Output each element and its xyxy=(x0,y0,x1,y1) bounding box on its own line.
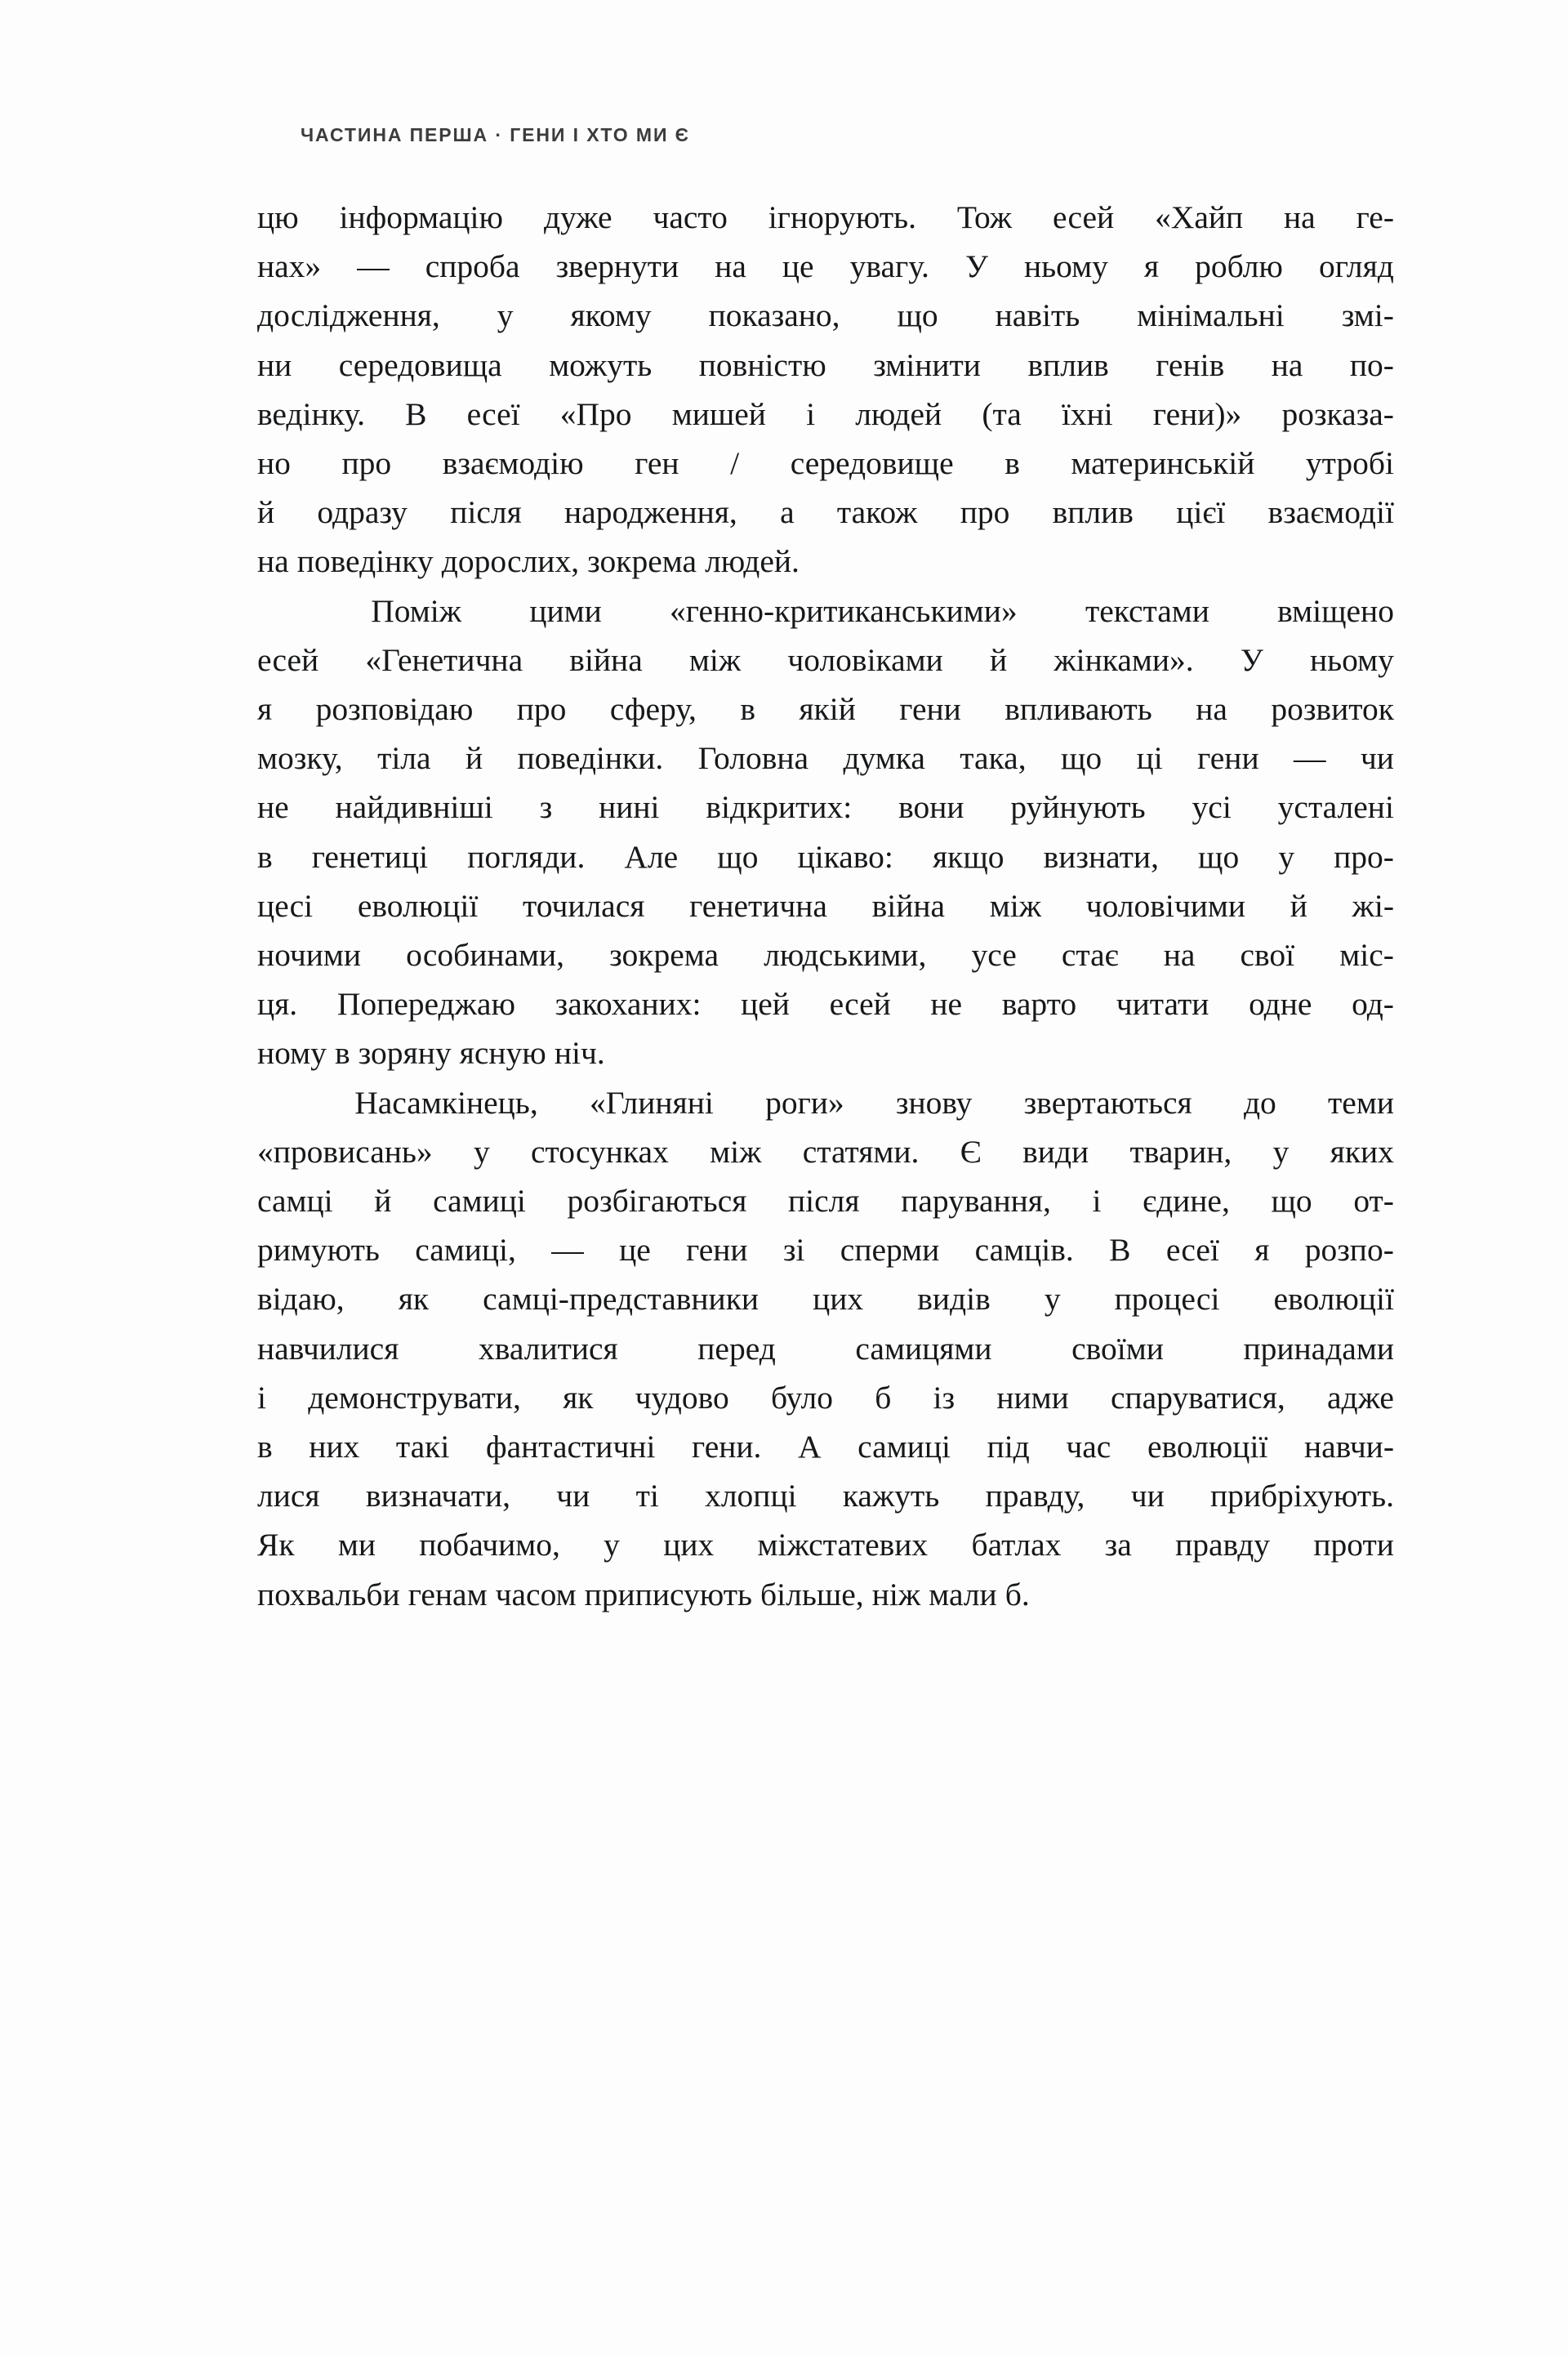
paragraph-2 xyxy=(257,587,1394,1078)
word: цю xyxy=(257,199,299,235)
text-line xyxy=(257,390,1394,439)
word: Тож xyxy=(956,199,1013,235)
text-line xyxy=(257,1324,1394,1373)
word: самицями xyxy=(855,1330,992,1367)
word: римують xyxy=(257,1232,380,1269)
word: гени. xyxy=(692,1429,762,1465)
text-line xyxy=(257,1078,1394,1127)
word: материнській xyxy=(1071,445,1255,482)
word: на xyxy=(1163,937,1196,974)
word: розпо- xyxy=(1304,1232,1394,1269)
word: що xyxy=(1271,1183,1312,1220)
word: вони xyxy=(898,789,964,826)
word: розбігаються xyxy=(567,1183,747,1220)
text-line xyxy=(257,1471,1394,1520)
word: читати xyxy=(1116,986,1209,1023)
word: це xyxy=(782,248,814,285)
word: у xyxy=(1044,1281,1061,1318)
word: ньому xyxy=(1309,641,1394,678)
word: про xyxy=(960,494,1010,531)
text-line xyxy=(257,341,1394,390)
word: єдине, xyxy=(1143,1183,1230,1220)
word: демонструвати, xyxy=(308,1379,521,1416)
word: стає xyxy=(1061,937,1119,974)
word: в xyxy=(257,1429,273,1465)
word: есеї xyxy=(466,395,520,432)
word: теми xyxy=(1328,1084,1394,1121)
word: навіть xyxy=(995,297,1080,334)
word: мозку, xyxy=(257,740,343,777)
word: цікаво: xyxy=(797,838,893,875)
word: погляди. xyxy=(467,838,586,875)
word: такі xyxy=(395,1429,450,1465)
word: Головна xyxy=(697,740,809,777)
word: одне xyxy=(1249,986,1312,1023)
text-line xyxy=(257,242,1394,291)
running-header-text: ЧАСТИНА ПЕРША · ГЕНИ І ХТО МИ Є xyxy=(301,124,690,145)
word: гени xyxy=(686,1232,748,1269)
word: ведінку. xyxy=(257,395,365,432)
word: міжстатевих xyxy=(757,1527,929,1563)
word: якому xyxy=(570,297,652,334)
word: між xyxy=(710,1133,762,1170)
word: тварин, xyxy=(1129,1133,1232,1170)
word: це xyxy=(619,1232,651,1269)
text-line xyxy=(257,685,1394,734)
word: народження, xyxy=(564,494,737,531)
text-line: на поведінку дорослих, зокрема людей. xyxy=(257,543,800,580)
word: от- xyxy=(1353,1183,1394,1220)
word: на xyxy=(1196,691,1227,728)
word: людськими, xyxy=(764,937,927,974)
word: з xyxy=(539,789,553,826)
word: варто xyxy=(1001,986,1077,1023)
word: й xyxy=(1290,887,1307,924)
word: текстами xyxy=(1085,592,1209,629)
word: війна xyxy=(569,641,643,678)
word: генів xyxy=(1156,346,1225,383)
word: цей xyxy=(741,986,790,1023)
word: у xyxy=(497,297,514,334)
word: дуже xyxy=(543,199,612,235)
word: жі- xyxy=(1352,887,1394,924)
word: цих xyxy=(663,1527,715,1563)
word: на xyxy=(715,248,746,285)
word: у xyxy=(1272,1133,1290,1170)
word: спроба xyxy=(425,248,520,285)
word: про xyxy=(516,691,567,728)
word: хвалитися xyxy=(478,1330,618,1367)
word: на xyxy=(1284,199,1316,235)
word: огляд xyxy=(1318,248,1394,285)
word: й xyxy=(257,494,275,531)
word: есей xyxy=(829,986,891,1023)
paragraph-1 xyxy=(257,193,1394,587)
word: процесі xyxy=(1114,1281,1220,1318)
word: зі xyxy=(782,1232,805,1269)
word: людей xyxy=(855,395,942,432)
word: впливають xyxy=(1004,691,1152,728)
word: взаємодію xyxy=(442,445,584,482)
word: фантастичні xyxy=(485,1429,656,1465)
word: цієї xyxy=(1176,494,1226,531)
word: чоловічими xyxy=(1085,887,1246,924)
word: чи xyxy=(1360,740,1394,777)
word: я xyxy=(257,691,273,728)
word: цими xyxy=(529,592,602,629)
word: «Глиняні xyxy=(589,1084,714,1121)
word: й xyxy=(465,740,483,777)
word: поведінки. xyxy=(517,740,664,777)
word: на xyxy=(1271,346,1303,383)
word: самиці xyxy=(858,1429,951,1465)
text-line xyxy=(257,881,1394,930)
text-line xyxy=(257,734,1394,783)
word: вплив xyxy=(1027,346,1109,383)
word: розвиток xyxy=(1271,691,1394,728)
text-line xyxy=(257,1520,1394,1569)
text-line xyxy=(257,783,1394,832)
word: точилася xyxy=(523,887,645,924)
word: мишей xyxy=(671,395,766,432)
word: відкритих: xyxy=(706,789,853,826)
word: — xyxy=(551,1232,584,1269)
word: своїми xyxy=(1071,1330,1164,1367)
word: середовища xyxy=(338,346,502,383)
word: побачимо, xyxy=(419,1527,560,1563)
text-line xyxy=(257,291,1394,340)
word: у xyxy=(473,1133,490,1170)
word: самці-представники xyxy=(483,1281,760,1318)
word: ген xyxy=(635,445,679,482)
word: у xyxy=(604,1527,620,1563)
word: яких xyxy=(1330,1133,1394,1170)
word: середовище xyxy=(790,445,954,482)
word: думка xyxy=(843,740,925,777)
text-line xyxy=(257,1274,1394,1323)
word: час xyxy=(1066,1429,1111,1465)
running-header xyxy=(301,124,690,146)
word: найдивніші xyxy=(335,789,493,826)
word: гени)» xyxy=(1152,395,1242,432)
word: тіла xyxy=(377,740,431,777)
word: й xyxy=(374,1183,392,1220)
word: було xyxy=(770,1379,834,1416)
word: — xyxy=(357,248,390,285)
text-line xyxy=(257,193,1394,242)
word: міс- xyxy=(1339,937,1394,974)
word: ни xyxy=(257,346,292,383)
word: — xyxy=(1294,740,1326,777)
word: Є xyxy=(960,1133,982,1170)
word: про- xyxy=(1334,838,1394,875)
word: повністю xyxy=(698,346,826,383)
word: лися xyxy=(257,1478,320,1514)
word: гени xyxy=(1197,740,1259,777)
word: визначати, xyxy=(365,1478,510,1514)
word: я xyxy=(1254,1232,1270,1269)
word: них xyxy=(309,1429,360,1465)
word: показано, xyxy=(708,297,840,334)
text-line xyxy=(257,587,1394,636)
word: в xyxy=(1004,445,1020,482)
text-line xyxy=(257,832,1394,881)
word: сперми xyxy=(840,1232,940,1269)
word: еволюції xyxy=(1273,1281,1394,1318)
paragraph-indent xyxy=(257,1078,303,1127)
word: відаю, xyxy=(257,1281,345,1318)
word: між xyxy=(989,887,1042,924)
word: навчи- xyxy=(1304,1429,1394,1465)
word: стосунках xyxy=(531,1133,669,1170)
word: самиці, xyxy=(415,1232,516,1269)
word: усе xyxy=(971,937,1017,974)
word: «Про xyxy=(559,395,632,432)
word: утробі xyxy=(1305,445,1394,482)
word: нах» xyxy=(257,248,322,285)
word: ночими xyxy=(257,937,362,974)
word: під xyxy=(987,1429,1030,1465)
text-line: ному в зоряну ясную ніч. xyxy=(257,1035,605,1072)
text-line xyxy=(257,488,1394,537)
word: часто xyxy=(653,199,728,235)
word: самиці xyxy=(433,1183,526,1220)
word: еволюції xyxy=(357,887,479,924)
word: не xyxy=(257,789,289,826)
word: по- xyxy=(1349,346,1394,383)
word: розповідаю xyxy=(315,691,474,728)
word: особинами, xyxy=(406,937,565,974)
word: У xyxy=(964,248,988,285)
word: звертаються xyxy=(1023,1084,1192,1121)
word: од- xyxy=(1352,986,1394,1023)
paragraph-indent xyxy=(257,587,303,636)
word: «Хайп xyxy=(1155,199,1244,235)
word: ті xyxy=(635,1478,659,1514)
word: есей xyxy=(1052,199,1115,235)
word: генетиці xyxy=(311,838,429,875)
word: ге- xyxy=(1356,199,1394,235)
word: правду, xyxy=(985,1478,1085,1514)
word: навчилися xyxy=(257,1330,399,1367)
word: Попереджаю xyxy=(336,986,515,1023)
word: Як xyxy=(257,1527,295,1563)
word: самці xyxy=(257,1183,333,1220)
paragraph-3 xyxy=(257,1078,1394,1619)
word: в xyxy=(257,838,273,875)
word: но xyxy=(257,445,291,482)
word: інформацію xyxy=(339,199,504,235)
word: увагу. xyxy=(849,248,929,285)
word: що xyxy=(717,838,759,875)
word: хлопці xyxy=(705,1478,797,1514)
word: нині xyxy=(599,789,660,826)
word: видів xyxy=(917,1281,991,1318)
word: цесі xyxy=(257,887,314,924)
word: що xyxy=(897,297,938,334)
word: змі- xyxy=(1341,297,1394,334)
word: ми xyxy=(337,1527,376,1563)
word: У xyxy=(1240,641,1263,678)
word: адже xyxy=(1326,1379,1394,1416)
word: чоловіками xyxy=(787,641,943,678)
word: одразу xyxy=(317,494,408,531)
word: не xyxy=(930,986,963,1023)
word: статями. xyxy=(802,1133,920,1170)
word: після xyxy=(450,494,522,531)
text-line xyxy=(257,1225,1394,1274)
word: самців. xyxy=(974,1232,1074,1269)
word: дослідження, xyxy=(257,297,440,334)
word: взаємодії xyxy=(1267,494,1394,531)
word: в xyxy=(740,691,755,728)
word: чи xyxy=(556,1478,590,1514)
body-text-block xyxy=(257,193,1394,1619)
word: усталені xyxy=(1277,789,1394,826)
word: Поміж xyxy=(371,592,462,629)
word: прибріхують. xyxy=(1210,1478,1394,1514)
word: сферу, xyxy=(609,691,697,728)
word: і xyxy=(257,1379,266,1416)
word: роблю xyxy=(1195,248,1283,285)
word: проти xyxy=(1313,1527,1394,1563)
word: із xyxy=(933,1379,956,1416)
word: що xyxy=(1198,838,1240,875)
word: / xyxy=(730,445,740,482)
word: генетична xyxy=(689,887,827,924)
word: б xyxy=(875,1379,892,1416)
word: вміщено xyxy=(1277,592,1394,629)
word: можуть xyxy=(549,346,653,383)
word: «провисань» xyxy=(257,1133,433,1170)
text-line xyxy=(257,930,1394,979)
word: визнати, xyxy=(1043,838,1159,875)
word: усі xyxy=(1192,789,1232,826)
word: Насамкінець, xyxy=(354,1084,538,1121)
word: вплив xyxy=(1052,494,1134,531)
word: також xyxy=(836,494,918,531)
word: мінімальні xyxy=(1137,297,1285,334)
word: закоханих: xyxy=(555,986,702,1023)
word: В xyxy=(1109,1232,1131,1269)
word: розказа- xyxy=(1281,395,1394,432)
text-line xyxy=(257,439,1394,488)
word: ньому xyxy=(1023,248,1108,285)
word: і xyxy=(1092,1183,1102,1220)
word: свої xyxy=(1240,937,1295,974)
text-line xyxy=(257,1176,1394,1225)
word: цих xyxy=(813,1281,864,1318)
word: перед xyxy=(697,1330,776,1367)
word: після xyxy=(788,1183,860,1220)
word: роги» xyxy=(765,1084,844,1121)
text-line xyxy=(257,1422,1394,1471)
word: «генно-критиканськими» xyxy=(670,592,1018,629)
word: ігнорують. xyxy=(768,199,916,235)
word: Але xyxy=(624,838,679,875)
word: «Генетична xyxy=(365,641,523,678)
word: гени xyxy=(899,691,961,728)
text-line xyxy=(257,1373,1394,1422)
word: між xyxy=(688,641,742,678)
text-line xyxy=(257,636,1394,685)
word: що xyxy=(1060,740,1102,777)
word: знову xyxy=(895,1084,973,1121)
word: така, xyxy=(960,740,1027,777)
text-line: похвальби генам часом приписують більше, ніж мали б. xyxy=(257,1576,1030,1612)
word: я xyxy=(1143,248,1160,285)
word: ця. xyxy=(257,986,298,1023)
word: батлах xyxy=(971,1527,1062,1563)
word: й xyxy=(990,641,1008,678)
word: жінками». xyxy=(1054,641,1194,678)
word: види xyxy=(1022,1133,1089,1170)
word: за xyxy=(1104,1527,1132,1563)
word: війна xyxy=(871,887,946,924)
word: про xyxy=(341,445,392,482)
word: якщо xyxy=(933,838,1004,875)
word: до xyxy=(1243,1084,1276,1121)
word: (та xyxy=(982,395,1022,432)
word: як xyxy=(563,1379,594,1416)
text-line xyxy=(257,979,1394,1028)
word: ними xyxy=(996,1379,1069,1416)
word: есей xyxy=(257,641,319,678)
word: і xyxy=(806,395,816,432)
word: есеї xyxy=(1165,1232,1219,1269)
word: кажуть xyxy=(842,1478,940,1514)
word: В xyxy=(405,395,427,432)
word: змінити xyxy=(873,346,981,383)
word: зокрема xyxy=(609,937,719,974)
word: чудово xyxy=(635,1379,729,1416)
word: спаруватися, xyxy=(1110,1379,1285,1416)
word: а xyxy=(780,494,795,531)
word: принадами xyxy=(1243,1330,1394,1367)
word: руйнують xyxy=(1010,789,1146,826)
word: звернути xyxy=(555,248,679,285)
word: у xyxy=(1278,838,1295,875)
text-line xyxy=(257,1127,1394,1176)
word: ці xyxy=(1136,740,1163,777)
word: їхні xyxy=(1061,395,1113,432)
word: А xyxy=(798,1429,822,1465)
word: еволюції xyxy=(1147,1429,1268,1465)
word: чи xyxy=(1130,1478,1165,1514)
word: якій xyxy=(799,691,856,728)
word: парування, xyxy=(901,1183,1051,1220)
word: правду xyxy=(1175,1527,1271,1563)
word: як xyxy=(398,1281,430,1318)
